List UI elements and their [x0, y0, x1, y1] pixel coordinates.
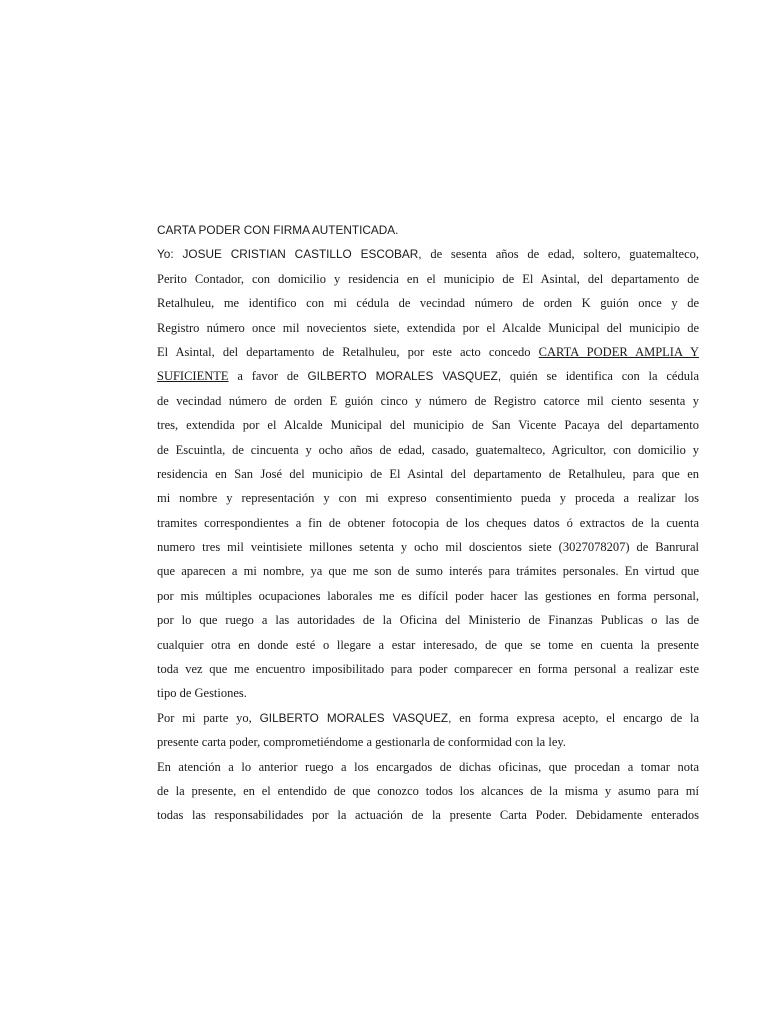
- line-5-text: El Asintal, del departamento de Retalhuleu, por este acto concedo: [157, 344, 539, 359]
- paragraph-1-line-13: numero tres mil veintisiete millones setenta y ocho mil doscientos siete (3027078207) de Banrural: [157, 540, 699, 555]
- paragraph-1-line-12: tramites correspondientes a fin de obtener fotocopia de los cheques datos ó extractos de la cuenta: [157, 515, 699, 530]
- paragraph-3-line-3: todas las responsabilidades por la actuación de la presente Carta Poder. Debidamente enterados: [157, 808, 699, 823]
- intro-yo: Yo:: [157, 247, 183, 262]
- intro-rest: de sesenta años de edad, soltero, guatemalteco,: [421, 247, 699, 262]
- acceptance-text-b: en forma expresa acepto, el encargo de la: [451, 710, 699, 725]
- grantor-name: JOSUE CRISTIAN CASTILLO ESCOBAR,: [182, 247, 422, 262]
- paragraph-1-line-3: Retalhuleu, me identifico con mi cédula de vecindad número de orden K guión once y de: [157, 296, 699, 311]
- paragraph-1-line-19: tipo de Gestiones.: [157, 686, 247, 701]
- paragraph-1-line-4: Registro número once mil novecientos siete, extendida por el Alcalde Municipal del municipio de: [157, 320, 699, 335]
- underlined-grant-part-2: SUFICIENTE: [157, 369, 229, 384]
- paragraph-1-line-10: residencia en San José del municipio de El Asintal del departamento de Retalhuleu, para que en: [157, 466, 699, 481]
- document-body: [157, 218, 699, 828]
- agent-name: GILBERTO MORALES VASQUEZ,: [307, 369, 502, 384]
- paragraph-1-line-5: [157, 340, 699, 364]
- paragraph-1-line-14: que aparecen a mi nombre, ya que me son de sumo interés para trámites personales. En virtud que: [157, 564, 699, 579]
- document-title: CARTA PODER CON FIRMA AUTENTICADA.: [157, 223, 399, 237]
- paragraph-1-line-2: Perito Contador, con domicilio y residencia en el municipio de El Asintal, del departamento de: [157, 271, 699, 286]
- underlined-grant-part-1: CARTA PODER AMPLIA Y: [538, 344, 699, 359]
- line-6-text-a: a favor de: [228, 369, 308, 384]
- acceptor-name: GILBERTO MORALES VASQUEZ,: [259, 710, 452, 725]
- paragraph-1-line-8: tres, extendida por el Alcalde Municipal del municipio de San Vicente Pacaya del departamento: [157, 418, 699, 433]
- paragraph-2-line-1: [157, 706, 699, 730]
- paragraph-1-line-15: por mis múltiples ocupaciones laborales me es difícil poder hacer las gestiones en forma personal,: [157, 588, 699, 603]
- paragraph-1-line-9: de Escuintla, de cincuenta y ocho años de edad, casado, guatemalteco, Agricultor, con domicilio y: [157, 442, 699, 457]
- paragraph-1-line-16: por lo que ruego a las autoridades de la Oficina del Ministerio de Finanzas Publicas o las de: [157, 613, 699, 628]
- acceptance-text-a: Por mi parte yo,: [157, 710, 260, 725]
- paragraph-1-line-18: toda vez que me encuentro imposibilitado para poder comparecer en forma personal a realizar este: [157, 662, 699, 677]
- paragraph-1-line-11: mi nombre y representación y con mi expreso consentimiento pueda y proceda a realizar los: [157, 491, 699, 506]
- line-6-text-b: quién se identifica con la cédula: [501, 369, 699, 384]
- paragraph-1-line-6: [157, 364, 699, 388]
- paragraph-1-line-7: de vecindad número de orden E guión cinco y número de Registro catorce mil ciento sesenta y: [157, 393, 699, 408]
- paragraph-1-line-1: [157, 242, 699, 266]
- paragraph-2-line-2: presente carta poder, comprometiéndome a gestionarla de conformidad con la ley.: [157, 735, 566, 750]
- paragraph-3-line-2: de la presente, en el entendido de que conozco todos los alcances de la misma y asumo para mí: [157, 783, 699, 798]
- paragraph-1-line-17: cualquier otra en donde esté o llegare a estar interesado, de que se tome en cuenta la presente: [157, 637, 699, 652]
- paragraph-3-line-1: En atención a lo anterior ruego a los encargados de dichas oficinas, que procedan a tomar nota: [157, 759, 699, 774]
